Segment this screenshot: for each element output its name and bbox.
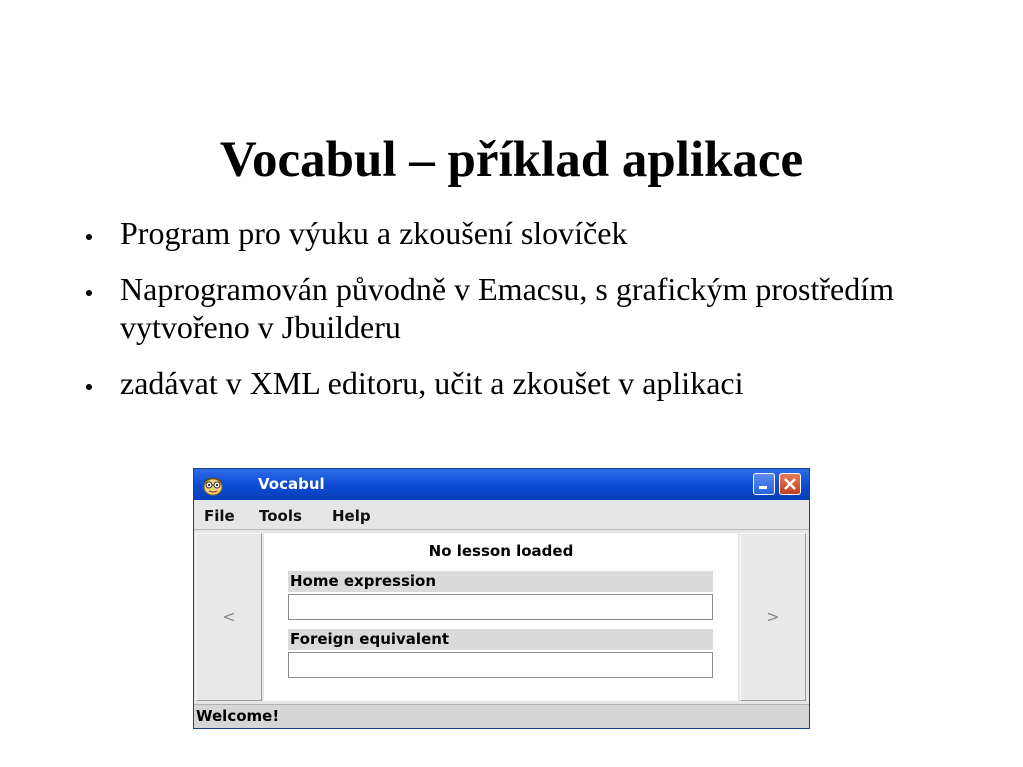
bullet-text: Program pro výuku a zkoušení slovíček: [120, 215, 628, 251]
slide-title: Vocabul – příklad aplikace: [219, 132, 804, 189]
next-button[interactable]: >: [740, 533, 806, 701]
close-button[interactable]: [779, 473, 801, 495]
bullet-dot-icon: [86, 234, 92, 240]
home-expression-label: Home expression: [288, 571, 713, 592]
bullet-item: [86, 214, 986, 252]
minimize-button[interactable]: [753, 473, 775, 495]
home-expression-input[interactable]: [288, 594, 713, 620]
bullet-text: zadávat v XML editoru, učit a zkoušet v aplikaci: [120, 365, 744, 401]
bullet-dot-icon: [86, 384, 92, 390]
foreign-equivalent-label: Foreign equivalent: [288, 629, 713, 650]
bullet-item: [86, 364, 986, 402]
bullet-text: Naprogramován původně v Emacsu, s grafickým prostředím vytvořeno v Jbuilderu: [120, 271, 895, 345]
window-title: Vocabul: [258, 475, 325, 493]
previous-button[interactable]: <: [196, 533, 262, 701]
foreign-equivalent-input[interactable]: [288, 652, 713, 678]
menu-tools[interactable]: Tools: [259, 507, 302, 525]
bullet-list: [86, 214, 986, 420]
vocabul-window: [193, 468, 810, 729]
window-titlebar[interactable]: [194, 469, 809, 500]
menu-file[interactable]: File: [204, 507, 235, 525]
menu-bar: [194, 500, 809, 530]
lesson-panel: [264, 533, 738, 701]
close-icon: [780, 474, 800, 494]
lesson-status: No lesson loaded: [428, 542, 574, 560]
bullet-item: [86, 270, 986, 346]
minimize-icon: [754, 474, 774, 494]
bullet-dot-icon: [86, 290, 92, 296]
menu-help[interactable]: Help: [332, 507, 371, 525]
face-with-glasses-icon: [200, 473, 226, 497]
status-bar: Welcome!: [194, 704, 809, 728]
